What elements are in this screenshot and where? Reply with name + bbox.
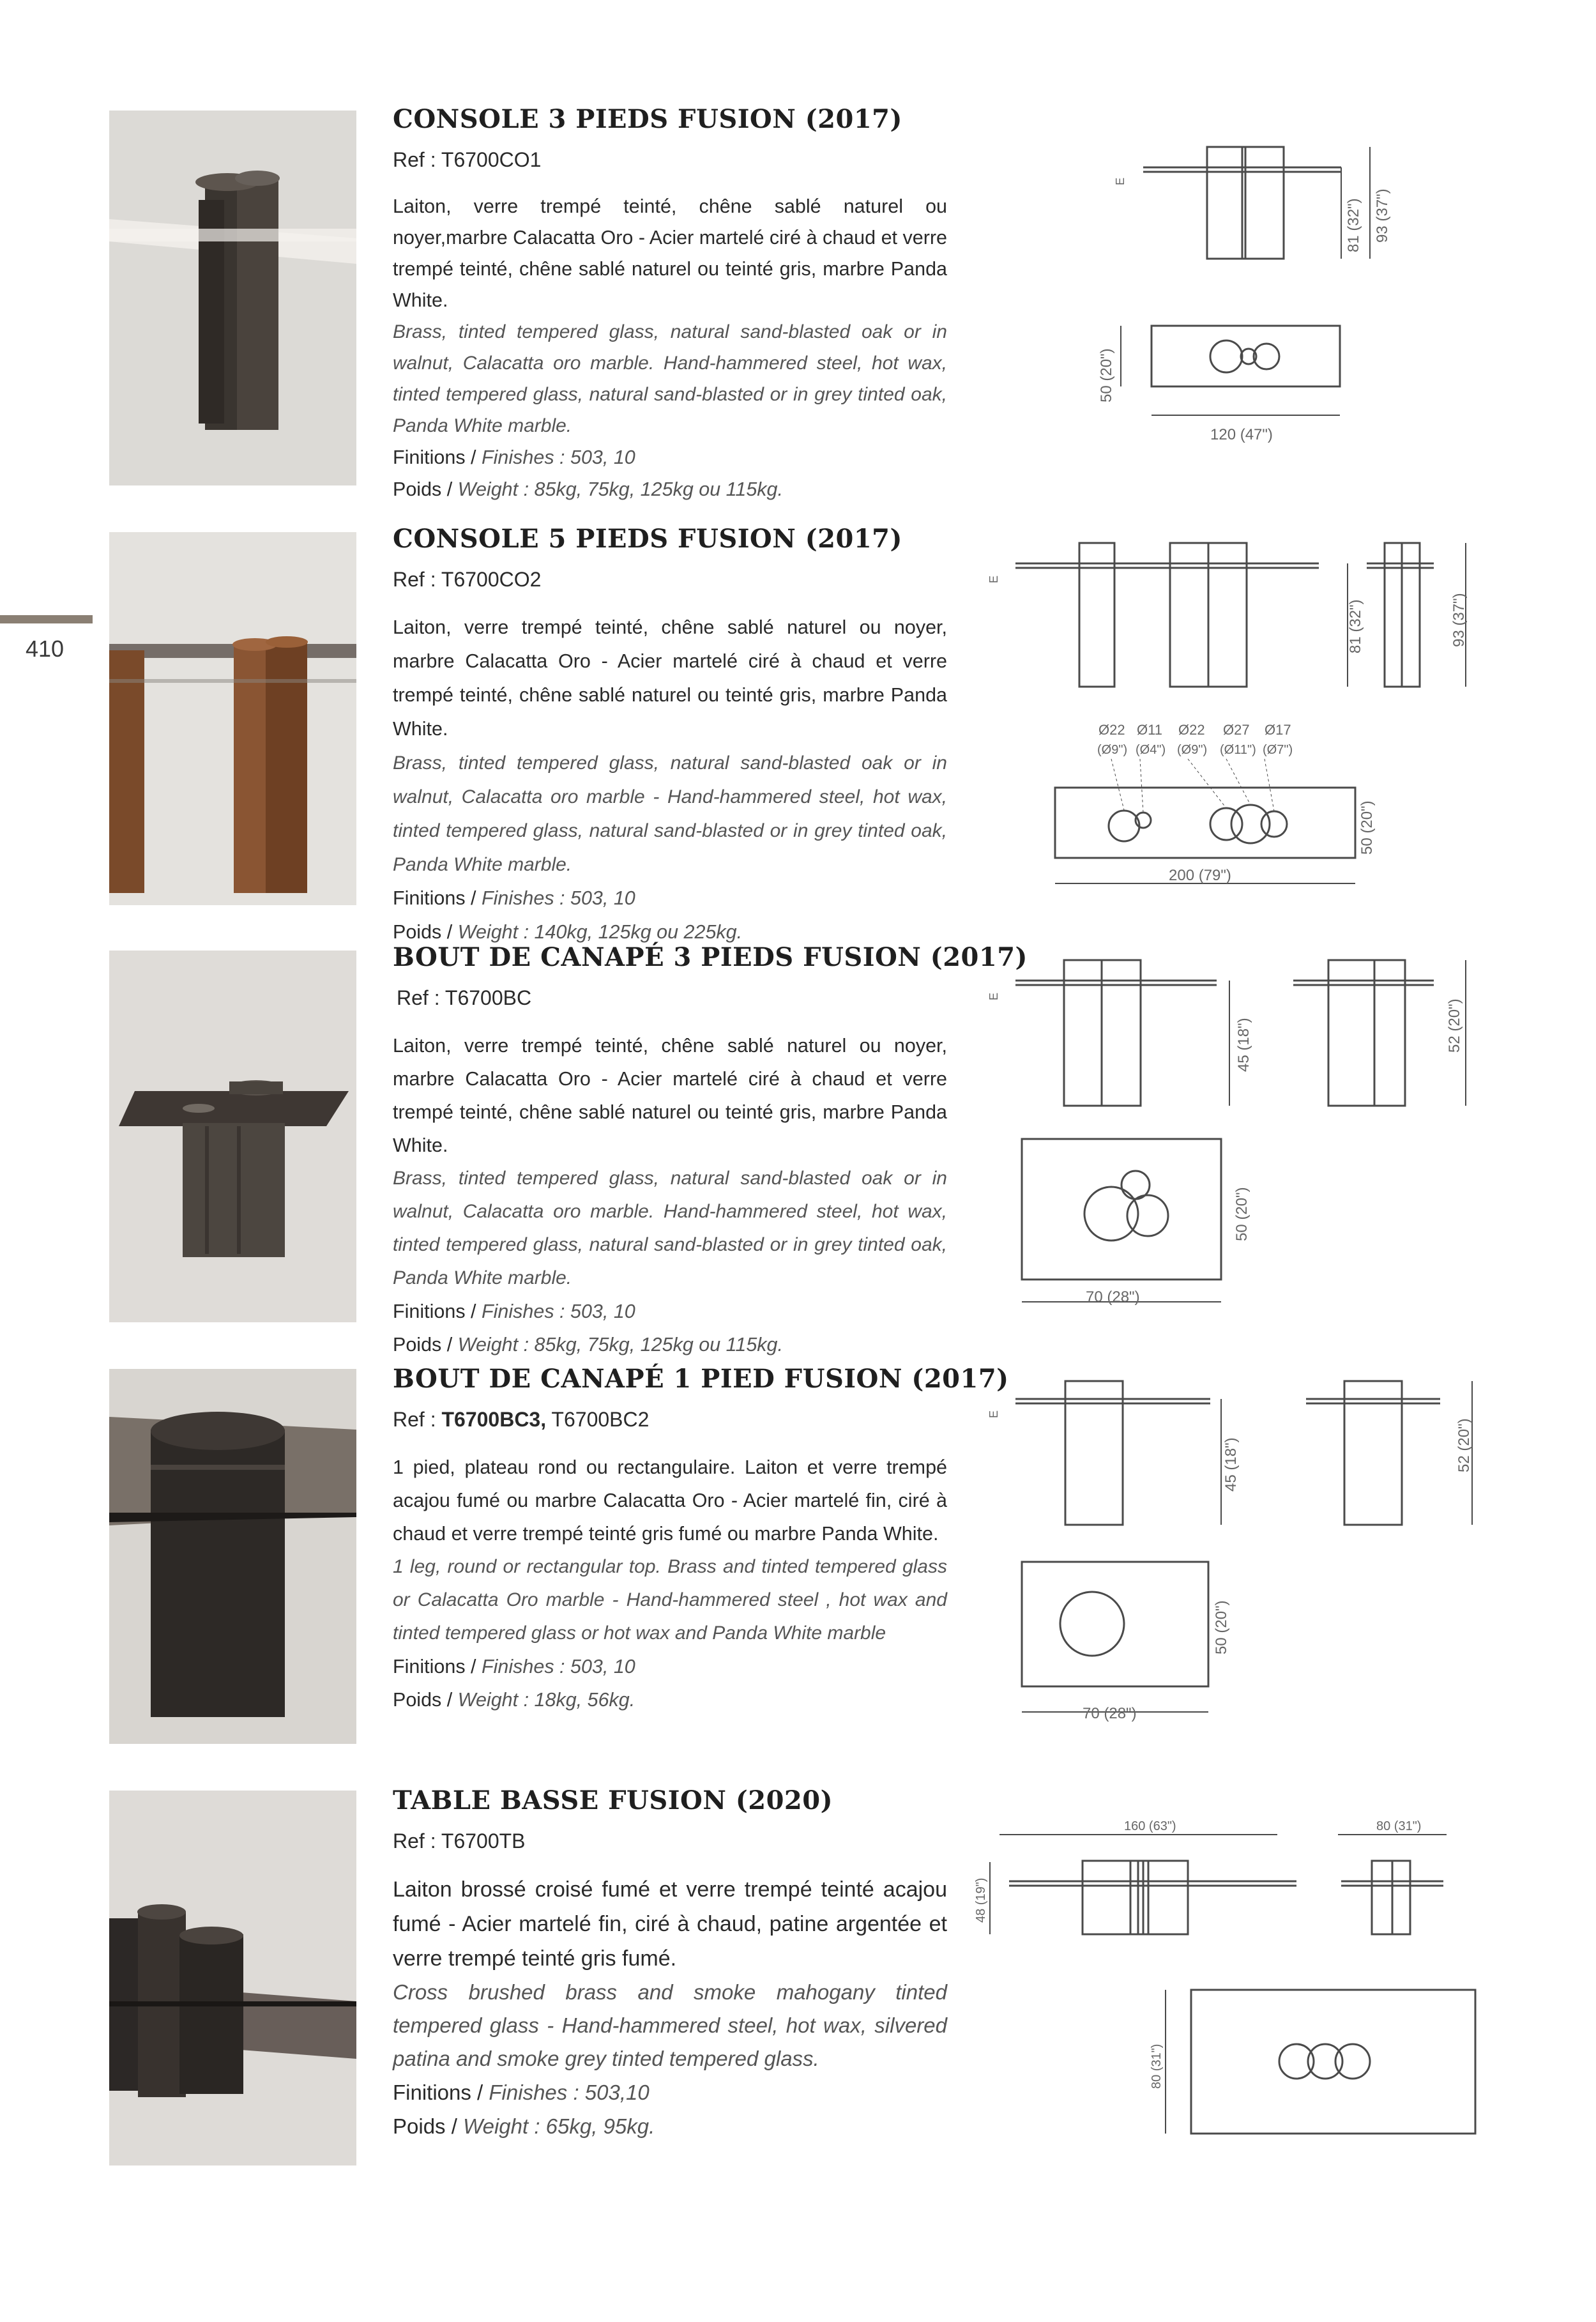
ref-value: T6700CO2 [441, 568, 542, 591]
ref-label: Ref : [393, 568, 441, 591]
finishes-line [393, 1650, 947, 1683]
dim-diameter-3-in: (Ø9") [1177, 743, 1208, 757]
ref-label: Ref : [397, 986, 445, 1009]
poids-value: Weight : 65kg, 95kg. [463, 2114, 655, 2138]
finitions-value: Finishes : 503, 10 [482, 887, 635, 909]
product-ref [393, 568, 947, 592]
dim-width: 120 (47") [1210, 426, 1273, 443]
dim-depth: 50 (20") [1213, 1600, 1230, 1654]
dim-diameter-1-in: (Ø9") [1097, 743, 1128, 757]
side-tab-marker [0, 615, 93, 623]
dim-diameter-1: Ø22 [1098, 722, 1125, 738]
weight-line [393, 1328, 947, 1361]
dim-height-45: 45 (18") [1235, 1018, 1252, 1072]
poids-value: Weight : 85kg, 75kg, 125kg ou 115kg. [457, 478, 783, 500]
dim-height-52: 52 (20") [1446, 998, 1463, 1053]
finitions-label: Finitions / [393, 1301, 482, 1322]
dim-depth: 50 (20") [1098, 348, 1115, 402]
dim-depth: 50 (20") [1358, 800, 1376, 855]
dim-width: 160 (63") [1124, 1819, 1176, 1833]
dim-width: 200 (79") [1169, 867, 1231, 884]
finishes-line [393, 441, 947, 473]
dim-e: E [987, 575, 1000, 583]
dim-width: 70 (28") [1083, 1705, 1137, 1722]
dim-depth-top: 80 (31") [1376, 1819, 1422, 1833]
dim-e: E [1114, 177, 1127, 185]
product-title: BOUT DE CANAPÉ 3 PIEDS FUSION (2017) [393, 942, 1028, 972]
product-photo-console-5-pieds [109, 532, 356, 905]
dim-diameter-3: Ø22 [1178, 722, 1205, 738]
weight-line [393, 1683, 947, 1716]
ref-label: Ref : [393, 148, 441, 171]
description-en: Brass, tinted tempered glass, natural sand-blasted oak or in walnut, Calacatta oro marble - Hand-hammered steel, hot wax, tinted tempered glass, natural sand-blasted or in grey tinted oak, Panda White marble. [393, 752, 947, 875]
description-fr: Laiton brossé croisé fumé et verre trempé teinté acajou fumé - Acier martelé fin, ciré à chaud, patine argentée et verre trempé teinté gris fumé. [393, 1877, 947, 1971]
dim-depth: 80 (31") [1150, 2043, 1164, 2089]
product-ref [393, 148, 947, 172]
finitions-label: Finitions / [393, 447, 482, 468]
description-en: Brass, tinted tempered glass, natural sand-blasted oak or in walnut, Calacatta oro marble. Hand-hammered steel, hot wax, tinted tempered glass, natural sand-blasted or in grey tinted oak, Panda White marble. [393, 321, 947, 436]
finishes-line [393, 1295, 947, 1328]
dim-diameter-2: Ø11 [1137, 722, 1162, 738]
poids-label: Poids / [393, 921, 458, 943]
description-fr: Laiton, verre trempé teinté, chêne sablé naturel ou noyer,marbre Calacatta Oro - Acier martelé ciré à chaud et verre trempé teinté, chêne sablé naturel ou teinté gris, marbre Panda White. [393, 195, 947, 311]
dim-height-93: 93 (37") [1450, 593, 1468, 647]
technical-drawing-bout-canape-3-pieds [984, 951, 1482, 1321]
finitions-label: Finitions / [393, 1656, 482, 1677]
dim-width: 70 (28") [1086, 1288, 1140, 1306]
finitions-label: Finitions / [393, 887, 482, 909]
ref-value: T6700TB [441, 1829, 526, 1852]
product-photo-bout-canape-1-pied [109, 1369, 356, 1744]
description-fr: Laiton, verre trempé teinté, chêne sablé naturel ou noyer, marbre Calacatta Oro - Acier martelé ciré à chaud et verre trempé teinté, chêne sablé naturel ou teinté gris, marbre Panda White. [393, 616, 947, 740]
product-photo-bout-canape-3-pieds [109, 951, 356, 1322]
ref-value-primary: T6700BC3, [441, 1408, 547, 1431]
dim-e: E [987, 992, 1000, 1000]
dim-diameter-5-in: (Ø7") [1263, 743, 1293, 757]
finishes-line [393, 2075, 947, 2109]
poids-label: Poids / [393, 1689, 458, 1711]
description-en: Brass, tinted tempered glass, natural sand-blasted oak or in walnut, Calacatta oro marble. Hand-hammered steel, hot wax, tinted tempered glass, natural sand-blasted or in grey tinted oak, Panda White marble. [393, 1168, 947, 1288]
finishes-line [393, 882, 947, 915]
technical-drawing-table-basse [971, 1808, 1482, 2140]
description-en: 1 leg, round or rectangular top. Brass and tinted tempered glass or Calacatta Oro marble - Hand-hammered steel , hot wax and tinted tempered glass or hot wax and Panda White marble [393, 1556, 947, 1644]
weight-line [393, 473, 947, 505]
finitions-label: Finitions / [393, 2081, 489, 2104]
dim-height-52: 52 (20") [1455, 1418, 1473, 1472]
finitions-value: Finishes : 503, 10 [482, 447, 635, 468]
product-photo-table-basse [109, 1791, 356, 2165]
product-title: TABLE BASSE FUSION (2020) [393, 1785, 833, 1815]
product-title: CONSOLE 3 PIEDS FUSION (2017) [393, 104, 902, 134]
ref-label: Ref : [393, 1829, 441, 1852]
technical-drawing-console-3-pieds [1073, 134, 1405, 460]
description-fr: 1 pied, plateau rond ou rectangulaire. Laiton et verre trempé acajou fumé ou marbre Calacatta Oro - Acier martelé fin, ciré à chaud et verre trempé teinté gris fumé ou marbre Panda White. [393, 1456, 947, 1545]
product-ref [393, 986, 947, 1010]
finitions-value: Finishes : 503, 10 [482, 1301, 635, 1322]
dim-depth: 50 (20") [1233, 1187, 1250, 1241]
product-photo-console-3-pieds [109, 111, 356, 485]
dim-e: E [987, 1410, 1000, 1418]
product-title: BOUT DE CANAPÉ 1 PIED FUSION (2017) [393, 1364, 1009, 1394]
description-en: Cross brushed brass and smoke mahogany tinted tempered glass - Hand-hammered steel, hot wax, silvered patina and smoke grey tinted tempered glass. [393, 1980, 947, 2070]
ref-label: Ref : [393, 1408, 442, 1431]
poids-label: Poids / [393, 478, 458, 500]
poids-value: Weight : 85kg, 75kg, 125kg ou 115kg. [457, 1334, 783, 1356]
description-fr: Laiton, verre trempé teinté, chêne sablé naturel ou noyer, marbre Calacatta Oro - Acier martelé ciré à chaud et verre trempé teinté, chêne sablé naturel ou teinté gris, marbre Panda White. [393, 1035, 947, 1156]
poids-label: Poids / [393, 2114, 464, 2138]
dim-height-81: 81 (32") [1345, 198, 1362, 252]
product-title: CONSOLE 5 PIEDS FUSION (2017) [393, 524, 902, 554]
ref-value: T6700BC2 [546, 1408, 650, 1431]
technical-drawing-console-5-pieds [984, 535, 1482, 893]
poids-label: Poids / [393, 1334, 458, 1356]
dim-diameter-4-in: (Ø11") [1220, 743, 1256, 757]
technical-drawing-bout-canape-1-pied [984, 1373, 1482, 1731]
product-ref [393, 1408, 947, 1432]
finitions-value: Finishes : 503, 10 [482, 1656, 635, 1677]
dim-height-48: 48 (19") [974, 1877, 988, 1923]
dim-height-45: 45 (18") [1222, 1437, 1240, 1492]
dim-height-93: 93 (37") [1374, 188, 1391, 243]
dim-diameter-4: Ø27 [1223, 722, 1250, 738]
dim-diameter-2-in: (Ø4") [1136, 743, 1166, 757]
poids-value: Weight : 140kg, 125kg ou 225kg. [457, 921, 743, 943]
weight-line [393, 2109, 947, 2143]
page-number: 410 [26, 636, 65, 662]
product-ref [393, 1829, 947, 1853]
finitions-value: Finishes : 503,10 [489, 2081, 650, 2104]
ref-value: T6700BC [445, 986, 532, 1009]
dim-diameter-5: Ø17 [1265, 722, 1291, 738]
dim-height-81: 81 (32") [1347, 599, 1364, 653]
ref-value: T6700CO1 [441, 148, 542, 171]
poids-value: Weight : 18kg, 56kg. [457, 1689, 635, 1711]
